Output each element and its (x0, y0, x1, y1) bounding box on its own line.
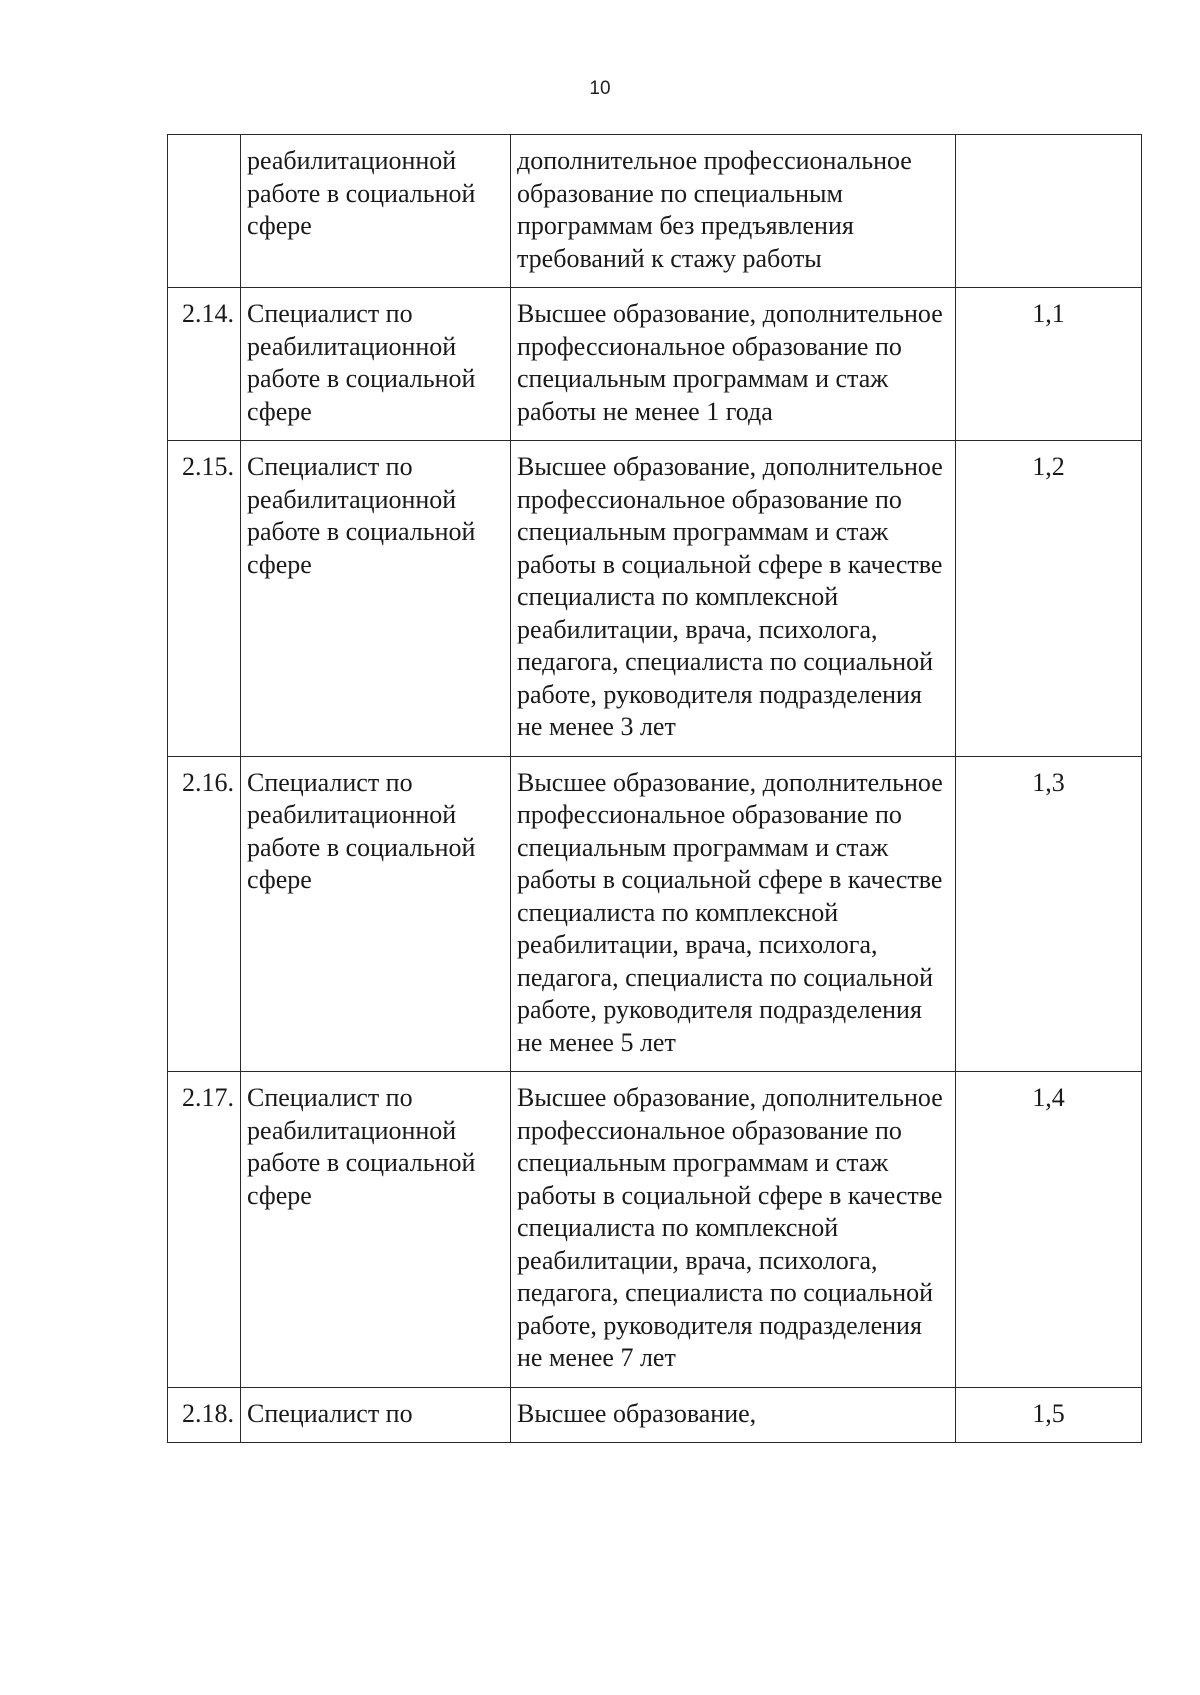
coefficient-cell: 1,2 (956, 441, 1142, 757)
table-row (168, 756, 1142, 1072)
position-cell: Специалист по (241, 1387, 511, 1443)
requirements-cell: дополнительное профессиональное образование по специальным программам без предъявления требований к стажу работы (511, 135, 956, 288)
table-row (168, 135, 1142, 288)
row-number-cell: 2.18. (168, 1387, 241, 1443)
row-number-cell: 2.16. (168, 756, 241, 1072)
requirements-cell: Высшее образование, (511, 1387, 956, 1443)
position-cell: Специалист по реабилитационной работе в социальной сфере (241, 756, 511, 1072)
requirements-cell: Высшее образование, дополнительное профессиональное образование по специальным программам и стаж работы в социальной сфере в качестве специалиста по комплексной реабилитации, врача, психолога, педагога, специалиста по социальной работе, руководителя подразделения не менее 7 лет (511, 1072, 956, 1388)
coefficient-cell: 1,1 (956, 288, 1142, 441)
row-number-cell: 2.15. (168, 441, 241, 757)
table-row (168, 1072, 1142, 1388)
requirements-cell: Высшее образование, дополнительное профессиональное образование по специальным программам и стаж работы не менее 1 года (511, 288, 956, 441)
table-row (168, 441, 1142, 757)
coefficient-cell (956, 135, 1142, 288)
requirements-cell: Высшее образование, дополнительное профессиональное образование по специальным программам и стаж работы в социальной сфере в качестве специалиста по комплексной реабилитации, врача, психолога, педагога, специалиста по социальной работе, руководителя подразделения не менее 3 лет (511, 441, 956, 757)
page-number: 10 (589, 78, 611, 99)
coefficient-cell: 1,5 (956, 1387, 1142, 1443)
position-cell: реабилитационной работе в социальной сфере (241, 135, 511, 288)
coefficient-cell: 1,3 (956, 756, 1142, 1072)
position-cell: Специалист по реабилитационной работе в социальной сфере (241, 1072, 511, 1388)
row-number-cell (168, 135, 241, 288)
table-row (168, 288, 1142, 441)
row-number-cell: 2.17. (168, 1072, 241, 1388)
table-row (168, 1387, 1142, 1443)
requirements-cell: Высшее образование, дополнительное профессиональное образование по специальным программам и стаж работы в социальной сфере в качестве специалиста по комплексной реабилитации, врача, психолога, педагога, специалиста по социальной работе, руководителя подразделения не менее 5 лет (511, 756, 956, 1072)
row-number-cell: 2.14. (168, 288, 241, 441)
position-cell: Специалист по реабилитационной работе в социальной сфере (241, 441, 511, 757)
coefficient-cell: 1,4 (956, 1072, 1142, 1388)
qualification-table (167, 134, 1142, 1443)
position-cell: Специалист по реабилитационной работе в социальной сфере (241, 288, 511, 441)
